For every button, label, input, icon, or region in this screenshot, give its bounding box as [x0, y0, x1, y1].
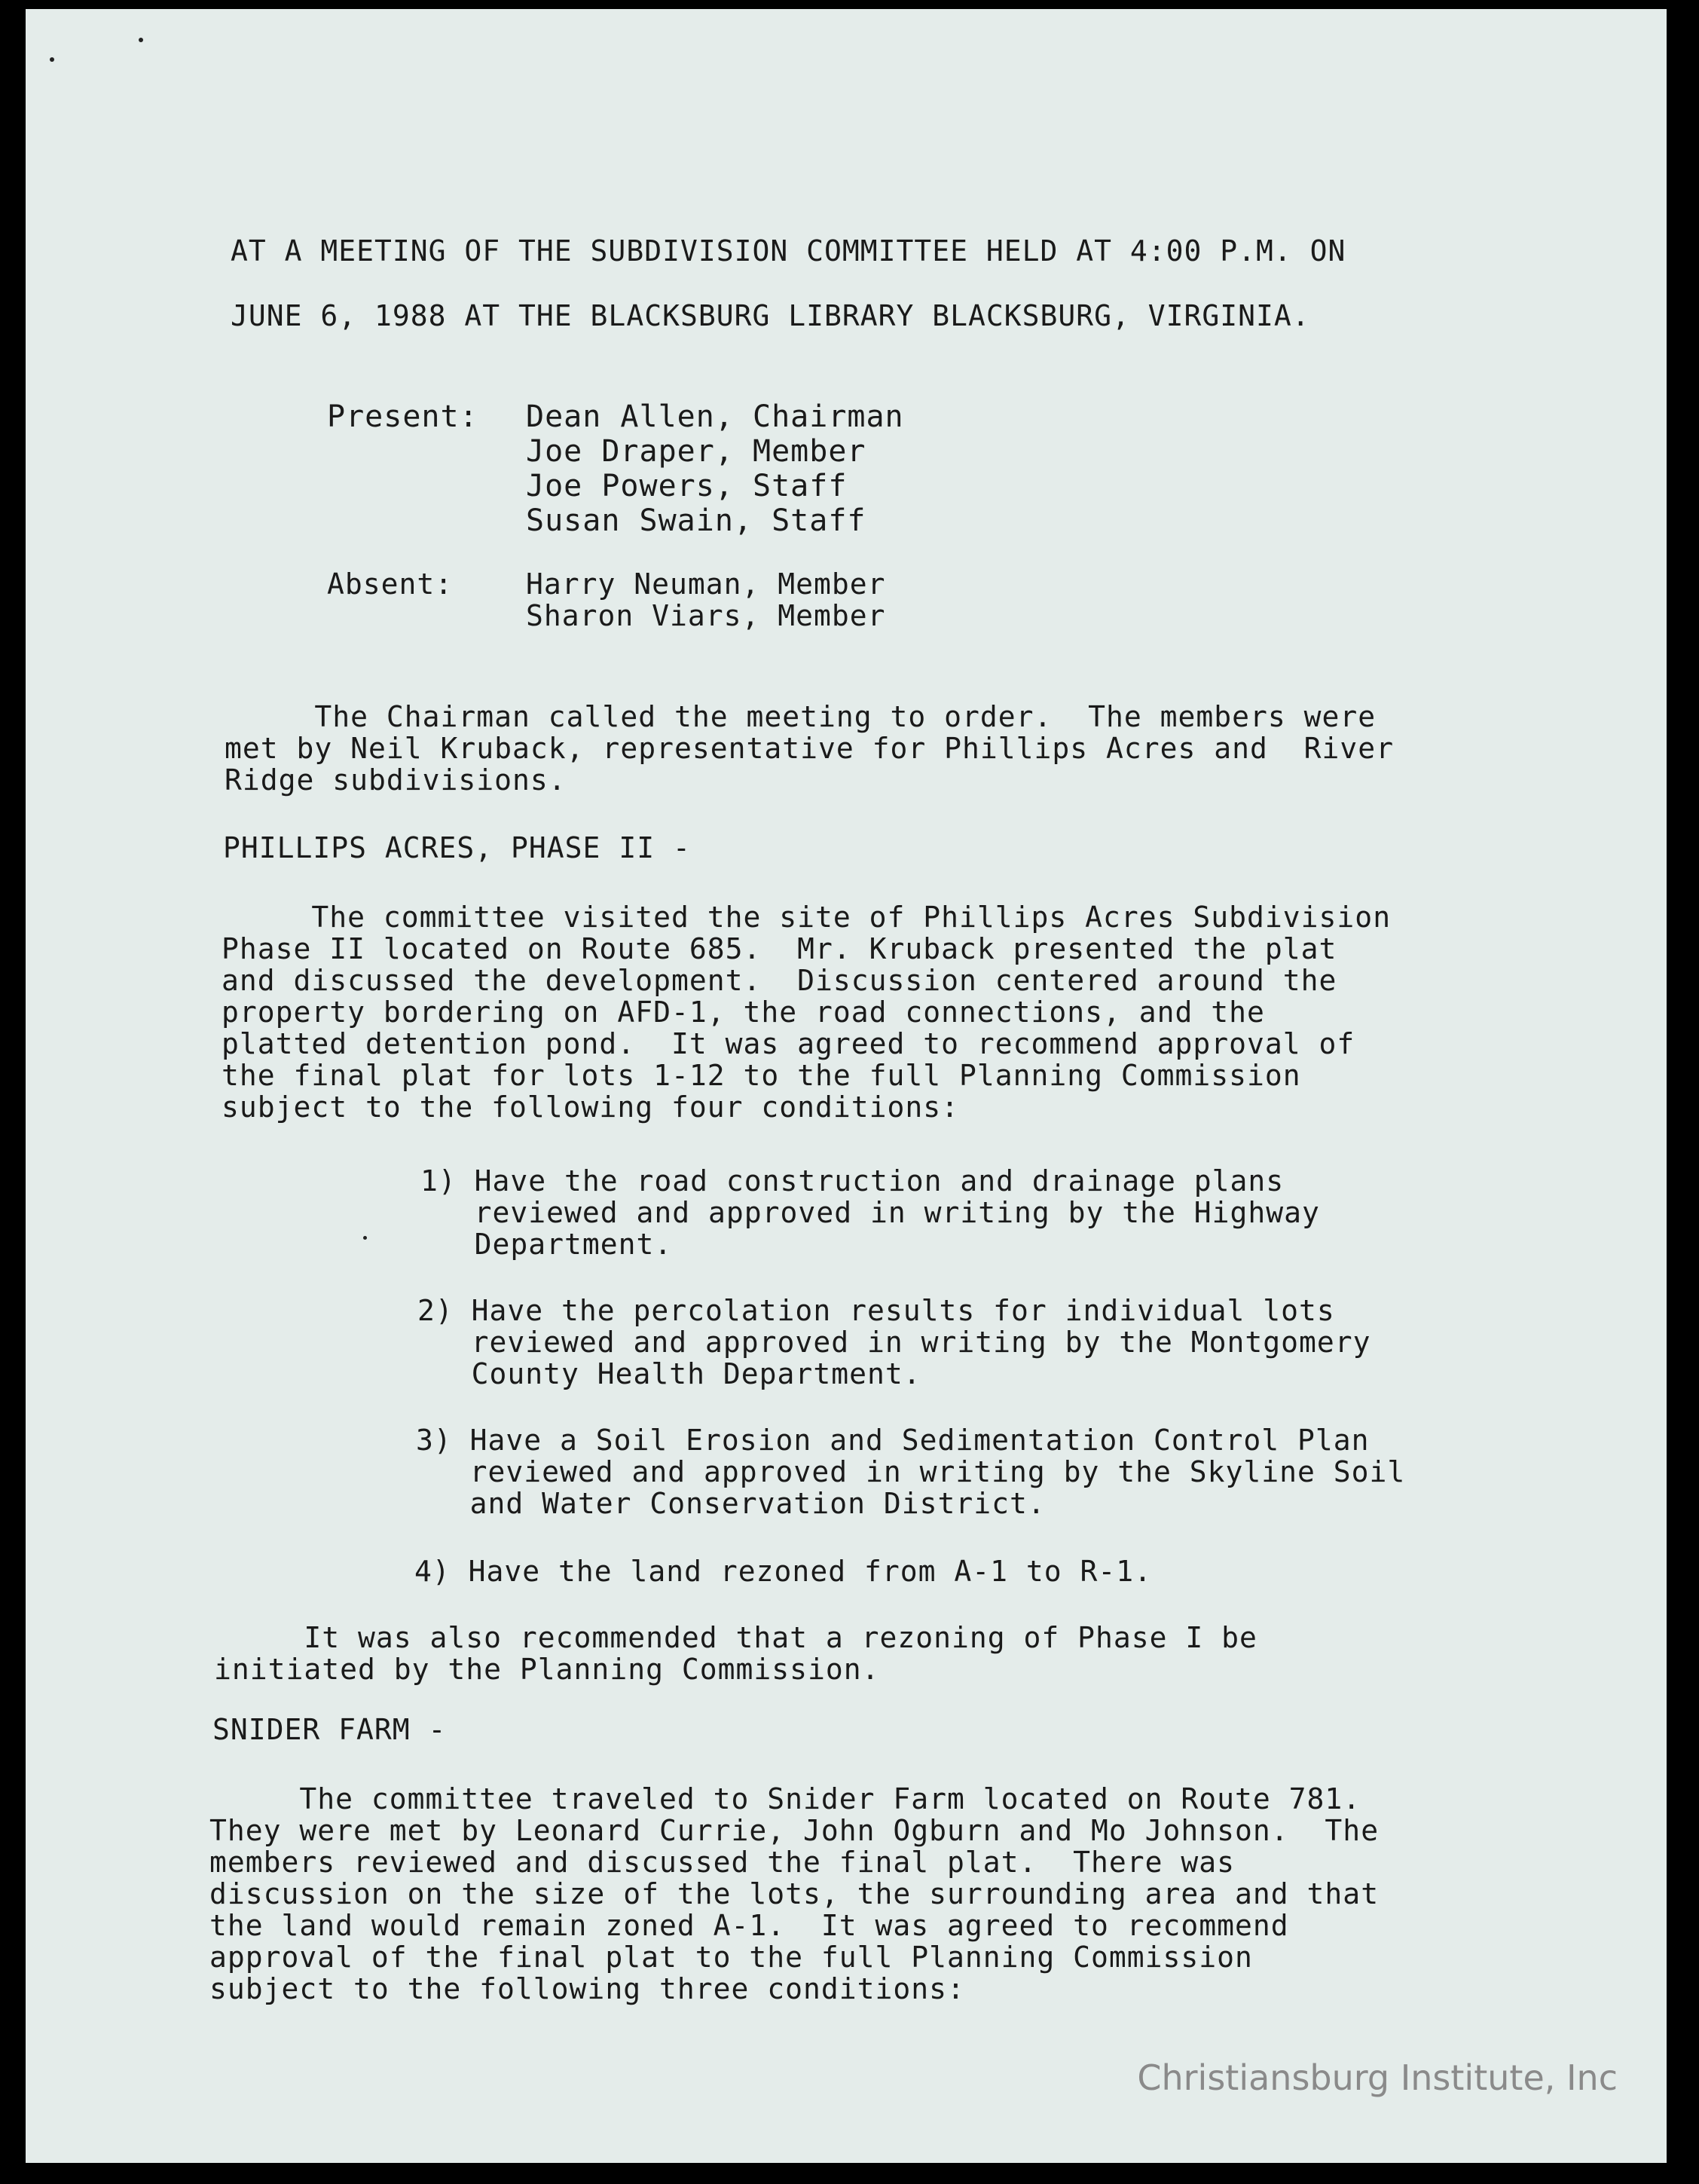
- paragraph-line: The Chairman called the meeting to order. The members were: [225, 700, 1377, 733]
- condition-line: 3) Have a Soil Erosion and Sedimentation Control Plan: [416, 1424, 1370, 1457]
- paragraph-line: platted detention pond. It was agreed to recommend approval of: [222, 1027, 1355, 1060]
- paragraph-line: It was also recommended that a rezoning of Phase I be: [214, 1621, 1257, 1654]
- condition-line: and Water Conservation District.: [416, 1487, 1046, 1520]
- document-page: [26, 9, 1667, 2163]
- present-label: Present:: [327, 399, 478, 434]
- paragraph-line: The committee traveled to Snider Farm located on Route 781.: [209, 1782, 1361, 1815]
- present-member: Dean Allen, Chairman: [526, 399, 904, 434]
- section-title-snider: SNIDER FARM -: [212, 1713, 447, 1746]
- heading-line-2: JUNE 6, 1988 AT THE BLACKSBURG LIBRARY BLACKSBURG, VIRGINIA.: [231, 299, 1310, 332]
- absent-label: Absent:: [327, 567, 454, 601]
- paragraph-line: the final plat for lots 1-12 to the full Planning Commission: [222, 1059, 1301, 1092]
- paragraph-line: members reviewed and discussed the final plat. There was: [209, 1846, 1236, 1879]
- paragraph-line: initiated by the Planning Commission.: [214, 1653, 880, 1686]
- paragraph-line: met by Neil Kruback, representative for Phillips Acres and River: [225, 732, 1395, 765]
- condition-line: reviewed and approved in writing by the Montgomery: [417, 1326, 1371, 1359]
- present-member: Joe Draper, Member: [526, 434, 866, 469]
- paragraph-line: The committee visited the site of Phillips Acres Subdivision: [222, 901, 1392, 934]
- paragraph-line: subject to the following three conditions:: [209, 1972, 965, 2005]
- paragraph-line: Ridge subdivisions.: [225, 763, 567, 797]
- absent-member: Harry Neuman, Member: [526, 567, 886, 601]
- condition-line: 4) Have the land rezoned from A-1 to R-1.: [414, 1555, 1152, 1588]
- condition-line: Department.: [420, 1228, 673, 1261]
- condition-line: reviewed and approved in writing by the Highway: [420, 1196, 1320, 1229]
- watermark-text: Christiansburg Institute, Inc: [1137, 2057, 1618, 2098]
- condition-line: 2) Have the percolation results for individual lots: [417, 1294, 1335, 1327]
- paragraph-line: the land would remain zoned A-1. It was agreed to recommend: [209, 1909, 1289, 1942]
- condition-line: reviewed and approved in writing by the Skyline Soil: [416, 1455, 1406, 1488]
- paragraph-line: subject to the following four conditions:: [222, 1090, 959, 1124]
- paragraph-line: property bordering on AFD-1, the road connections, and the: [222, 996, 1265, 1029]
- paragraph-line: discussion on the size of the lots, the surrounding area and that: [209, 1877, 1380, 1910]
- present-member: Susan Swain, Staff: [526, 503, 866, 538]
- paper-speck: [50, 57, 54, 62]
- condition-line: 1) Have the road construction and drainage plans: [420, 1164, 1285, 1198]
- heading-line-1: AT A MEETING OF THE SUBDIVISION COMMITTEE HELD AT 4:00 P.M. ON: [231, 234, 1346, 268]
- paper-speck: [139, 38, 143, 42]
- condition-line: County Health Department.: [417, 1357, 921, 1390]
- present-member: Joe Powers, Staff: [526, 469, 848, 503]
- paragraph-line: and discussed the development. Discussion centered around the: [222, 964, 1337, 997]
- absent-member: Sharon Viars, Member: [526, 599, 886, 632]
- paragraph-line: Phase II located on Route 685. Mr. Kruback presented the plat: [222, 932, 1337, 965]
- paragraph-line: approval of the final plat to the full Planning Commission: [209, 1941, 1253, 1974]
- paper-speck: [363, 1236, 367, 1240]
- section-title-phillips: PHILLIPS ACRES, PHASE II -: [223, 831, 691, 864]
- paragraph-line: They were met by Leonard Currie, John Ogburn and Mo Johnson. The: [209, 1814, 1380, 1847]
